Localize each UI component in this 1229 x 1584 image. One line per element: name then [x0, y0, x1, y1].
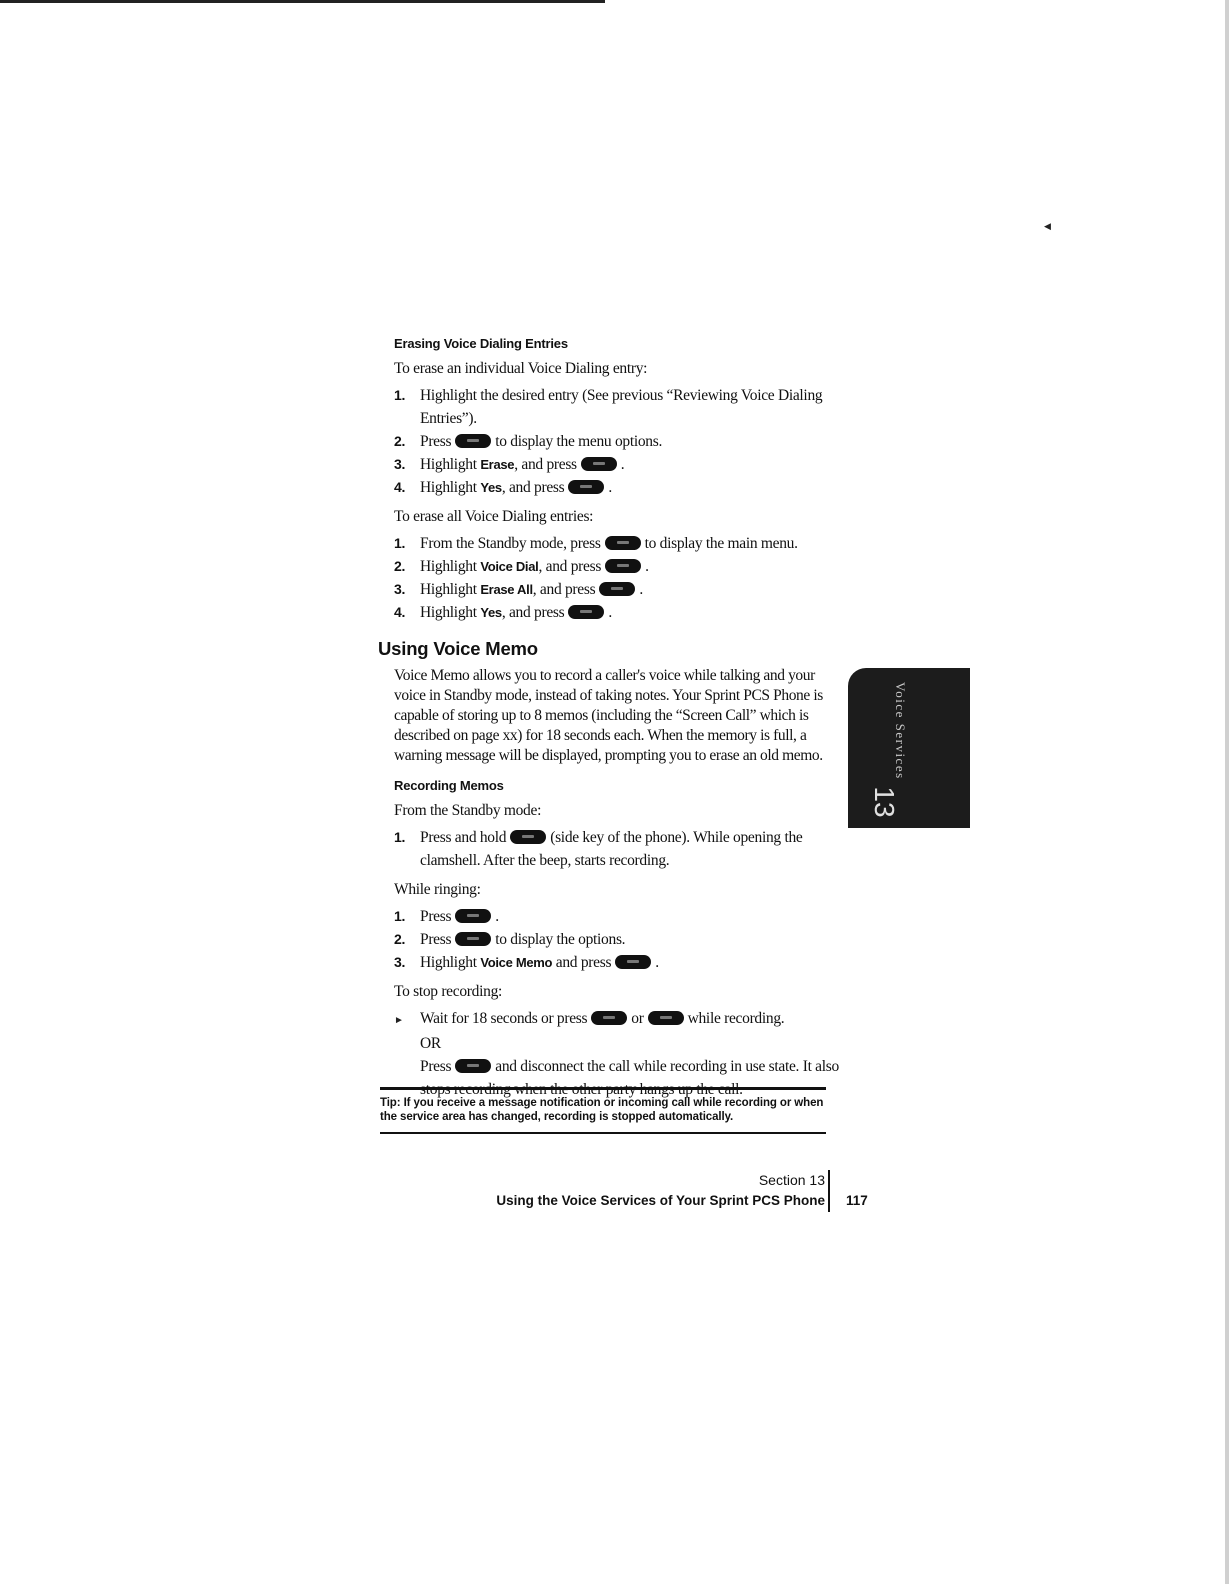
step-text-part: . — [639, 581, 643, 598]
step-text-part: or — [631, 1010, 644, 1027]
step-text-part: . — [620, 456, 625, 473]
step-text — [420, 1007, 848, 1032]
erase-individual-intro: To erase an individual Voice Dialing entry: — [394, 360, 648, 377]
step-text-part: . — [645, 558, 649, 575]
list-item — [378, 532, 848, 555]
step-number: 3. — [394, 581, 406, 597]
list-item — [378, 905, 848, 928]
footer-title: Using the Voice Services of Your Sprint PCS Phone — [496, 1193, 825, 1208]
step-text-part: to display the options. — [495, 931, 626, 948]
step-text — [420, 476, 848, 499]
step-number: 3. — [394, 954, 406, 970]
list-item — [378, 430, 848, 453]
menu-key-icon — [455, 932, 491, 946]
erase-all-steps — [378, 532, 848, 624]
ringing-steps — [378, 905, 848, 974]
section-tab — [848, 668, 970, 828]
step-text — [420, 384, 848, 430]
list-item — [378, 453, 848, 476]
or-text: OR — [420, 1035, 441, 1052]
menu-option-label: Yes — [480, 605, 502, 620]
step-text-part: , and press — [532, 581, 596, 598]
scan-page-edge — [1225, 0, 1229, 1584]
step-text-part: . — [608, 604, 612, 621]
step-text-part: Highlight — [420, 479, 477, 496]
side-key-icon — [510, 830, 546, 844]
step-text-part: . — [608, 479, 612, 496]
step-text — [420, 601, 848, 624]
step-text-part: while recording. — [687, 1010, 785, 1027]
ok-key-icon — [599, 582, 635, 596]
list-item — [378, 1032, 848, 1055]
step-text — [420, 826, 848, 872]
section-tab-label: Voice Services — [893, 682, 908, 780]
list-item — [378, 476, 848, 499]
step-text-part: , and press — [501, 604, 565, 621]
triangle-right-icon: ► — [394, 1015, 404, 1026]
ok-key-icon — [605, 559, 641, 573]
menu-key-icon — [455, 434, 491, 448]
step-number: 1. — [394, 387, 406, 403]
tip-box — [380, 1087, 826, 1134]
erase-individual-steps — [378, 384, 848, 499]
while-ringing-intro: While ringing: — [394, 881, 481, 898]
side-key-icon — [455, 909, 491, 923]
to-stop-intro: To stop recording: — [394, 983, 503, 1000]
step-text-part: , and press — [514, 456, 577, 473]
step-text-part: (side key of the phone). While opening the clamshell. After the beep, starts recording. — [420, 829, 803, 869]
menu-option-label: Erase — [480, 457, 515, 472]
step-text — [420, 453, 848, 476]
step-text — [420, 578, 848, 601]
step-number: 3. — [394, 456, 406, 472]
step-number: 1. — [394, 908, 406, 924]
step-text-part: Press — [420, 931, 452, 948]
menu-option-label: Voice Dial — [480, 559, 539, 574]
standby-steps — [378, 826, 848, 872]
step-number: 4. — [394, 604, 406, 620]
step-text — [420, 532, 848, 555]
step-text-part: Wait for 18 seconds or press — [420, 1010, 588, 1027]
recording-heading: Recording Memos — [394, 778, 504, 793]
menu-option-label: Erase All — [480, 582, 533, 597]
step-text — [420, 905, 848, 928]
list-item — [378, 384, 848, 430]
ok-key-icon — [615, 955, 651, 969]
end-key-icon — [455, 1059, 491, 1073]
voice-memo-description: Voice Memo allows you to record a caller's voice while talking and your voice in Standby mode, instead of taking notes. Your Sprint PCS Phone is capable of storing up to 8 memos (including the “Screen Call” which is described on page xx) for 18 seconds each. When the memory is full, a warning message will be displayed, prompting you to erase an old memo. — [394, 667, 823, 764]
step-number: 4. — [394, 479, 406, 495]
footer-section-label: Section 13 — [758, 1172, 825, 1188]
menu-option-label: Yes — [480, 480, 502, 495]
step-text-part: Highlight — [420, 604, 477, 621]
from-standby-intro: From the Standby mode: — [394, 802, 542, 819]
step-text — [420, 951, 848, 974]
tip-text: If you receive a message notification or incoming call while recording or when the service area has changed, recording is stopped automatically. — [380, 1097, 824, 1123]
step-number: 1. — [394, 829, 406, 845]
section-tab-number: 13 — [869, 786, 900, 818]
scan-speck-mark: ◀ — [1044, 222, 1051, 232]
list-item — [378, 578, 848, 601]
main-content — [378, 336, 848, 1107]
erase-all-intro: To erase all Voice Dialing entries: — [394, 508, 594, 525]
step-text-part: Press — [420, 433, 452, 450]
step-text-part: From the Standby mode, press — [420, 535, 601, 552]
list-item — [378, 555, 848, 578]
scan-edge-line — [0, 0, 605, 3]
menu-option-label: Voice Memo — [480, 955, 553, 970]
step-text-part: . — [655, 954, 659, 971]
step-number: 2. — [394, 558, 406, 574]
list-item — [378, 1007, 848, 1032]
step-text — [420, 555, 848, 578]
ok-key-icon — [648, 1011, 684, 1025]
step-text — [420, 430, 848, 453]
step-text-part: Press and hold — [420, 829, 507, 846]
tip-label: Tip: — [380, 1097, 401, 1109]
step-text-part: , and press — [501, 479, 565, 496]
step-text-part: Press — [420, 1058, 452, 1075]
step-text-part: , and press — [538, 558, 602, 575]
list-item — [378, 928, 848, 951]
step-text-part: Highlight — [420, 581, 477, 598]
step-text-part: to display the main menu. — [644, 535, 798, 552]
step-text-part: Press — [420, 908, 452, 925]
step-text-part: and disconnect the call while recording in use state. It also stops recording when the other party hangs up the call. — [420, 1058, 839, 1098]
erasing-heading: Erasing Voice Dialing Entries — [394, 336, 568, 351]
step-text-part: Highlight — [420, 954, 477, 971]
step-number: 1. — [394, 535, 406, 551]
footer-divider — [828, 1170, 830, 1212]
list-item — [378, 826, 848, 872]
step-number: 2. — [394, 433, 406, 449]
ok-key-icon — [581, 457, 617, 471]
step-text-part: and press — [555, 954, 612, 971]
step-text-part: Highlight the desired entry (See previous “Reviewing Voice Dialing Entries”). — [420, 387, 823, 427]
list-item — [378, 601, 848, 624]
menu-key-icon — [605, 536, 641, 550]
step-text-part: Highlight — [420, 456, 477, 473]
step-text-part: Highlight — [420, 558, 477, 575]
page-number: 117 — [846, 1193, 868, 1208]
ok-key-icon — [568, 480, 604, 494]
list-item — [378, 951, 848, 974]
section-heading: Using Voice Memo — [378, 638, 538, 659]
step-text-part: to display the menu options. — [495, 433, 663, 450]
step-text — [420, 928, 848, 951]
step-text-part: . — [495, 908, 499, 925]
side-key-icon — [591, 1011, 627, 1025]
step-number: 2. — [394, 931, 406, 947]
ok-key-icon — [568, 605, 604, 619]
